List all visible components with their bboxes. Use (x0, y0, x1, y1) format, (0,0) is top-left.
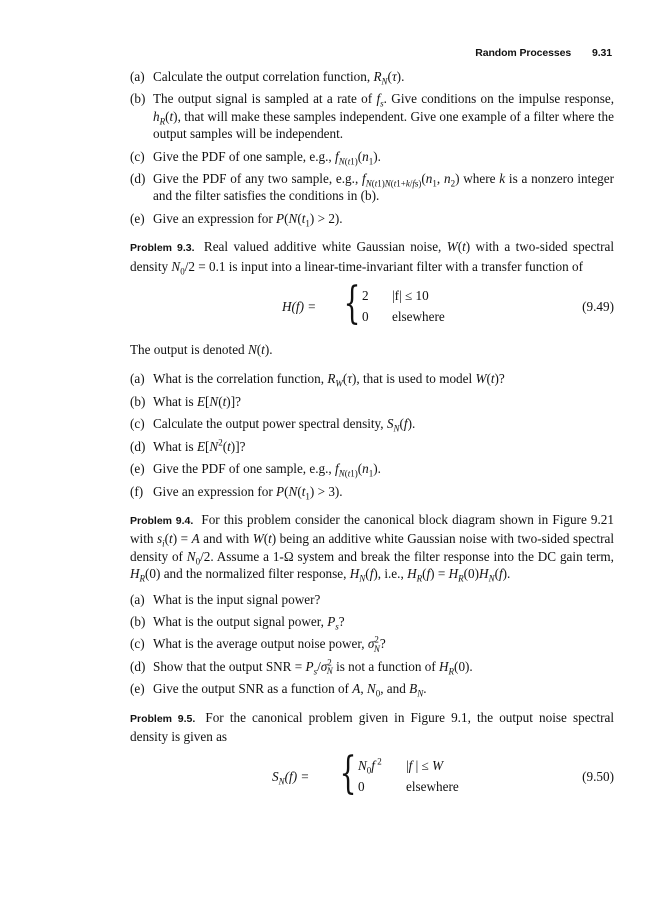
page-body (130, 68, 614, 809)
item-label: (a) (130, 371, 145, 387)
problem-number: Problem 9.3. (130, 242, 195, 255)
case-condition: elsewhere (392, 309, 445, 325)
item-label: (d) (130, 171, 146, 187)
running-head (475, 47, 612, 59)
list-item: (a) What is the correlation function, $R_W(\tau)$, that is used to model W(t)? (130, 371, 505, 390)
item-label: (f) (130, 483, 144, 499)
equation-lhs: $S_N(f)$ = (272, 769, 310, 788)
item-label: (b) (130, 613, 146, 629)
list-item: (d) Give the PDF of any two sample, e.g., $f_{N(t1)N(t1+k/fs)}(n_1$, $n_2$) where k is a nonzero integer and the filter satisfies the conditions in (b). (130, 171, 615, 204)
equation-9-50 (130, 748, 614, 800)
list-item: (c) Give the PDF of one sample, e.g., $f_{N(t1)}(n_1)$. (130, 148, 381, 167)
case-value: 0 (362, 309, 369, 325)
problem-9-4-parts (130, 591, 614, 698)
problem-9-3: Problem 9.3. Real valued additive white Gaussian noise, W(t) with a two-sided spectral density $N_0/2 = 0.1$ is input into a linear-time-invariant filter with a transfer function of (130, 239, 614, 277)
brace: { (343, 278, 361, 330)
item-label: (c) (130, 416, 145, 432)
list-item: (e) Give an expression for $P(N(t_1) > 2)$. (130, 210, 343, 229)
list-item: (e) Give the output SNR as a function of A, $N_0$, and $B_N$. (130, 681, 427, 699)
case-condition: |f| ≤ 10 (392, 288, 429, 304)
item-label: (b) (130, 91, 146, 107)
brace: { (339, 748, 357, 800)
item-label: (b) (130, 393, 146, 409)
list-item: (b) What is E[N(t)]? (130, 393, 241, 409)
case-condition: elsewhere (406, 779, 459, 795)
paragraph: The output is denoted N(t). (130, 342, 273, 358)
item-label: (c) (130, 148, 145, 164)
equation-lhs: H(f) = (282, 299, 317, 315)
problem-number: Problem 9.4. (130, 514, 194, 527)
list-item: (e) Give the PDF of one sample, e.g., $f_{N(t1)}(n_1)$. (130, 461, 381, 479)
item-label: (a) (130, 69, 145, 84)
chapter-title: Random Processes (475, 47, 572, 59)
case-condition: |f | ≤ W (406, 758, 444, 774)
case-value: 0 (358, 779, 365, 795)
problem-number: Problem 9.5. (130, 712, 196, 725)
problem-9-5: Problem 9.5. For the canonical problem given in Figure 9.1, the output noise spectral density is given as (130, 709, 614, 744)
equation-number: (9.50) (582, 769, 614, 785)
item-label: (e) (130, 681, 145, 697)
list-item: (c) What is the average output noise power, $\sigma^2_N$? (130, 634, 386, 654)
problem-9-4: Problem 9.4. For this problem consider the canonical block diagram shown in Figure 9.21 with $s_i(t) = A$ and with W(t) being an additive white Gaussian noise with two-sided spectral density of $N_0/2$. Assume a 1-Ω system and break the filter response into the DC gain term, $H_R(0)$ and the normalized filter response, $H_N(f)$, i.e., $H_R(f) = H_R(0)H_N(f)$. (130, 511, 614, 584)
case-value: 2 (362, 288, 369, 304)
equation-number: (9.49) (582, 299, 614, 315)
item-label: (c) (130, 636, 145, 652)
item-label: (e) (130, 210, 145, 226)
item-label: (a) (130, 591, 145, 607)
item-label: (e) (130, 461, 145, 477)
item-label: (d) (130, 658, 146, 674)
list-item: (f) Give an expression for $P(N(t_1) > 3)$. (130, 483, 343, 502)
list-item: (d) Show that the output SNR = $P_s/\sigma^2_N$ is not a function of $H_R(0)$. (130, 657, 473, 677)
page-number: 9.31 (591, 47, 612, 59)
case-value: $N_0f$ $^2$ (358, 756, 382, 777)
list-item: (a) What is the input signal power? (130, 591, 321, 607)
list-item: (d) What is $E[N^2(t)]$? (130, 437, 246, 454)
list-item: (b) What is the output signal power, $P_s$? (130, 613, 345, 632)
list-item: (c) Calculate the output power spectral density, $S_N(f)$. (130, 416, 416, 434)
list-item: (a) Calculate the output correlation function, $R_N(\tau)$. (130, 69, 405, 87)
item-label: (d) (130, 438, 146, 454)
list-item: (b) The output signal is sampled at a rate of $f_s$. Give conditions on the impulse response, $h_R(t)$, that will make these samples independent. Give one example of a filter where the output samples will be independent. (130, 91, 614, 142)
equation-9-49 (130, 278, 614, 330)
